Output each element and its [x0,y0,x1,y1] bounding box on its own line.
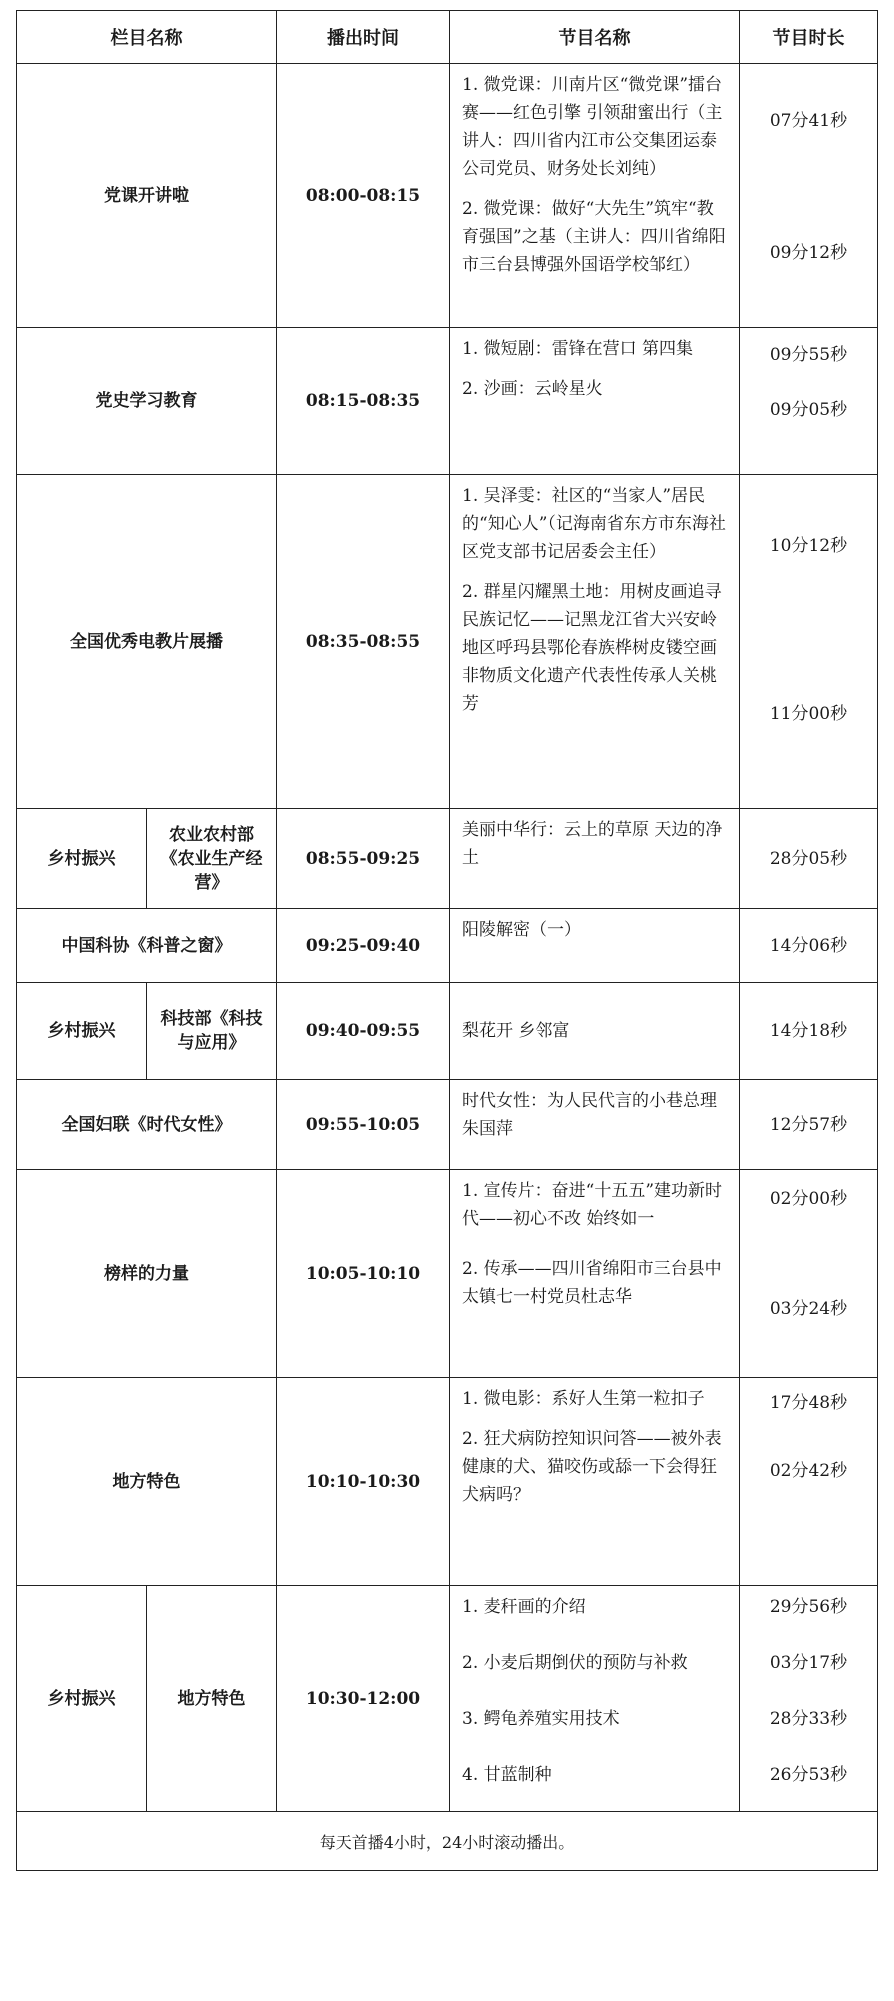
program-item: 2. 小麦后期倒伏的预防与补救 [462,1653,688,1673]
program-item: 1. 麦秆画的介绍 [462,1597,586,1617]
column-name: 全国妇联《时代女性》 [17,1080,277,1170]
duration: 02分42秒 [769,1461,848,1481]
duration-cell [740,328,878,475]
duration: 02分00秒 [769,1189,848,1209]
column-name: 乡村振兴 [17,809,147,909]
footer-row [17,1812,878,1871]
table-row [17,1586,878,1812]
air-time: 08:55-09:25 [277,809,450,909]
duration: 07分41秒 [769,111,848,131]
duration: 28分05秒 [769,848,848,869]
duration-cell [740,64,878,328]
schedule-table [16,10,878,1871]
duration-cell [740,1080,878,1170]
duration: 14分06秒 [769,935,848,956]
program-item: 1. 微电影：系好人生第一粒扣子 [462,1389,705,1409]
program-cell [450,475,740,809]
column-name: 全国优秀电教片展播 [17,475,277,809]
column-name: 乡村振兴 [17,983,147,1080]
duration: 29分56秒 [769,1597,848,1617]
column-name: 党课开讲啦 [17,64,277,328]
program-item: 1. 微党课：川南片区“微党课”擂台赛——红色引擎 引领甜蜜出行（主讲人：四川省内江市公交集团运泰公司党员、财务处长刘纯） [462,75,723,179]
program-item: 1. 宣传片：奋进“十五五”建功新时代——初心不改 始终如一 [462,1181,723,1229]
duration: 09分12秒 [769,243,848,263]
duration: 03分24秒 [769,1299,848,1319]
column-name: 中国科协《科普之窗》 [17,909,277,983]
duration-cell [740,1378,878,1586]
air-time: 09:40-09:55 [277,983,450,1080]
program-item: 梨花开 乡邻富 [462,1021,570,1041]
program-cell [450,909,740,983]
duration-cell [740,983,878,1080]
program-cell [450,1586,740,1812]
footer-note: 每天首播4小时，24小时滚动播出。 [17,1812,878,1871]
duration-cell [740,1586,878,1812]
program-item: 1. 吴泽雯：社区的“当家人”居民的“知心人”（记海南省东方市东海社区党支部书记居委会主任） [462,486,726,562]
table-row [17,1378,878,1586]
air-time: 08:00-08:15 [277,64,450,328]
program-item: 1. 微短剧：雷锋在营口 第四集 [462,339,694,359]
header-row [17,11,878,64]
program-cell [450,1378,740,1586]
program-cell [450,1170,740,1378]
program-cell [450,1080,740,1170]
header-duration: 节目时长 [740,11,878,64]
header-program-name: 节目名称 [450,11,740,64]
table-row [17,475,878,809]
program-cell [450,809,740,909]
table-row [17,1080,878,1170]
duration: 26分53秒 [769,1765,848,1785]
program-item: 2. 微党课：做好“大先生”筑牢“教育强国”之基（主讲人：四川省绵阳市三台县博强外国语学校邹红） [462,199,726,275]
duration: 10分12秒 [769,536,848,556]
table-row [17,983,878,1080]
table-row [17,1170,878,1378]
program-item: 3. 鳄龟养殖实用技术 [462,1709,620,1729]
program-item: 2. 群星闪耀黑土地：用树皮画追寻民族记忆——记黑龙江省大兴安岭地区呼玛县鄂伦春族桦树皮镂空画非物质文化遗产代表性传承人关桃芳 [462,582,722,714]
program-item: 2. 狂犬病防控知识问答——被外表健康的犬、猫咬伤或舔一下会得狂犬病吗？ [462,1429,722,1505]
program-item: 时代女性：为人民代言的小巷总理朱国萍 [462,1091,717,1139]
air-time: 09:55-10:05 [277,1080,450,1170]
air-time: 08:35-08:55 [277,475,450,809]
program-cell [450,64,740,328]
program-item: 2. 传承——四川省绵阳市三台县中太镇七一村党员杜志华 [462,1259,722,1307]
duration-cell [740,475,878,809]
sub-column-name: 科技部《科技与应用》 [147,983,277,1080]
duration-cell [740,809,878,909]
column-name: 地方特色 [17,1378,277,1586]
table-row [17,809,878,909]
program-item: 美丽中华行：云上的草原 天边的净土 [462,820,723,868]
duration: 03分17秒 [769,1653,848,1673]
air-time: 08:15-08:35 [277,328,450,475]
table-row [17,909,878,983]
program-item: 2. 沙画：云岭星火 [462,379,603,399]
air-time: 10:30-12:00 [277,1586,450,1812]
duration: 28分33秒 [769,1709,848,1729]
program-item: 4. 甘蓝制种 [462,1765,552,1785]
duration: 11分00秒 [769,704,848,724]
duration: 14分18秒 [769,1021,848,1041]
column-name: 乡村振兴 [17,1586,147,1812]
column-name: 榜样的力量 [17,1170,277,1378]
program-item: 阳陵解密（一） [462,920,581,940]
program-cell [450,983,740,1080]
table-row [17,328,878,475]
duration-cell [740,1170,878,1378]
air-time: 09:25-09:40 [277,909,450,983]
column-name: 党史学习教育 [17,328,277,475]
sub-column-name: 地方特色 [147,1586,277,1812]
duration: 09分55秒 [769,345,848,365]
header-column-name: 栏目名称 [17,11,277,64]
air-time: 10:05-10:10 [277,1170,450,1378]
air-time: 10:10-10:30 [277,1378,450,1586]
duration: 17分48秒 [769,1393,848,1413]
program-cell [450,328,740,475]
duration: 09分05秒 [769,400,848,420]
header-air-time: 播出时间 [277,11,450,64]
table-row [17,64,878,328]
duration-cell [740,909,878,983]
sub-column-name: 农业农村部《农业生产经营》 [147,809,277,909]
duration: 12分57秒 [769,1114,848,1135]
